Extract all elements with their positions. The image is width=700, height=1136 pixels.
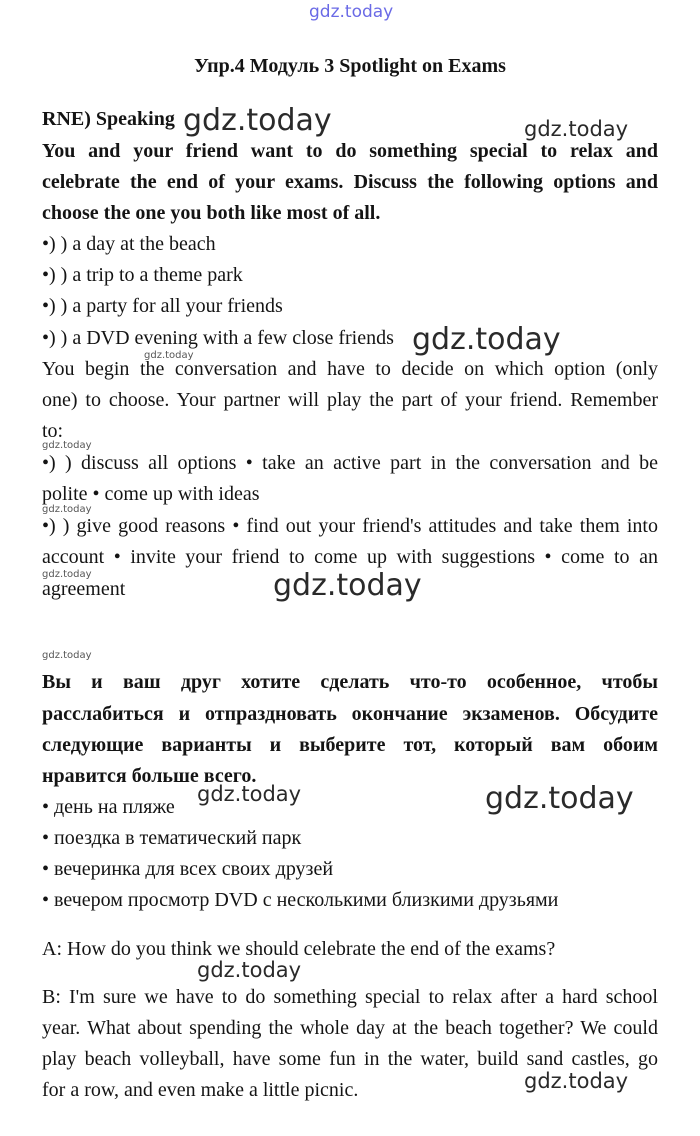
dialogue-line: B: I'm sure we have to do something special to relax after a hard school: [42, 986, 658, 1008]
watermark: gdz.today: [42, 440, 92, 451]
instructions-line: account • invite your friend to come up with suggestions • come to an: [42, 546, 658, 568]
watermark: gdz.today: [524, 117, 629, 141]
task-intro-ru-line: Вы и ваш друг хотите сделать что-то особенное, чтобы: [42, 671, 658, 693]
watermark: gdz.today: [412, 322, 561, 357]
watermark: gdz.today: [524, 1069, 629, 1093]
watermark: gdz.today: [144, 350, 194, 361]
watermark: gdz.today: [42, 650, 92, 661]
dialogue-line: play beach volleyball, have some fun in the water, build sand castles, go: [42, 1048, 658, 1070]
option-item: •) ) a party for all your friends: [42, 295, 283, 317]
option-item-ru: • вечером просмотр DVD с несколькими близкими друзьями: [42, 889, 559, 911]
watermark: gdz.today: [42, 569, 92, 580]
option-item: •) ) a day at the beach: [42, 233, 216, 255]
watermark: gdz.today: [197, 958, 302, 982]
watermark: gdz.today: [183, 103, 332, 138]
watermark: gdz.today: [273, 568, 422, 603]
page-title: Упр.4 Модуль 3 Spotlight on Exams: [194, 55, 506, 77]
option-item: •) ) a trip to a theme park: [42, 264, 243, 286]
instructions-line: one) to choose. Your partner will play the part of your friend. Remember: [42, 389, 658, 411]
instructions-line: to:: [42, 420, 64, 442]
dialogue-line: for a row, and even make a little picnic.: [42, 1079, 359, 1101]
option-item-ru: • поездка в тематический парк: [42, 827, 302, 849]
task-intro-line: celebrate the end of your exams. Discuss the following options and: [42, 171, 658, 193]
watermark: gdz.today: [309, 2, 394, 22]
dialogue-line: year. What about spending the whole day at the beach together? We could: [42, 1017, 658, 1039]
section-label: RNE) Speaking: [42, 108, 175, 130]
dialogue-line: A: How do you think we should celebrate the end of the exams?: [42, 938, 556, 960]
watermark: gdz.today: [197, 782, 302, 806]
instructions-line: agreement: [42, 578, 126, 600]
task-intro-line: choose the one you both like most of all.: [42, 202, 381, 224]
task-intro-line: You and your friend want to do something special to relax and: [42, 140, 658, 162]
instructions-line: •) ) give good reasons • find out your friend's attitudes and take them into: [42, 515, 658, 537]
option-item: •) ) a DVD evening with a few close friends: [42, 327, 394, 349]
option-item-ru: • день на пляже: [42, 796, 175, 818]
option-item-ru: • вечеринка для всех своих друзей: [42, 858, 334, 880]
task-intro-ru-line: следующие варианты и выберите тот, который вам обоим: [42, 734, 658, 756]
instructions-line: You begin the conversation and have to decide on which option (only: [42, 358, 658, 380]
instructions-line: polite • come up with ideas: [42, 483, 260, 505]
instructions-line: •) ) discuss all options • take an active part in the conversation and be: [42, 452, 658, 474]
watermark: gdz.today: [485, 781, 634, 816]
task-intro-ru-line: нравится больше всего.: [42, 765, 257, 787]
watermark: gdz.today: [42, 504, 92, 515]
task-intro-ru-line: расслабиться и отпраздновать окончание экзаменов. Обсудите: [42, 703, 658, 725]
